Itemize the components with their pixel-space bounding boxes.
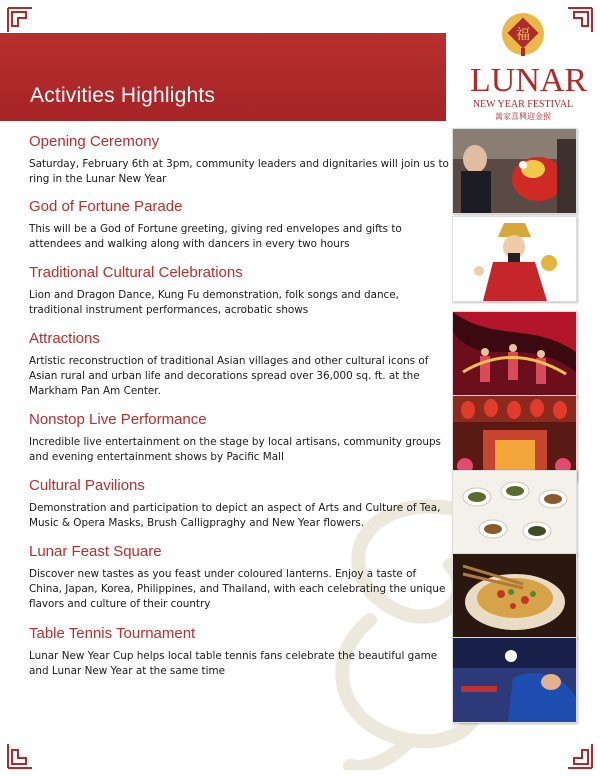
activity-title: Attractions [29,330,100,347]
activity-nonstop-live-performance [29,411,449,465]
lion-dance-ceremony-photo [452,128,577,214]
activity-description: Incredible live entertainment on the stage by local artisans, community groups and evening entertainment shows by Pacific Mall [29,436,441,463]
logo-chinese-tagline: 萬家喜興迎金猴 [495,112,551,121]
lantern-village-photo [452,395,577,481]
activity-title: Cultural Pavilions [29,477,145,494]
activity-description: Lunar New Year Cup helps local table tennis fans celebrate the beautiful game and Lunar New Year at the same time [29,650,438,677]
activity-traditional-cultural-celebrations [29,264,449,318]
activity-god-of-fortune-parade [29,198,449,252]
dance-performance-photo [452,311,577,397]
activity-description: This will be a God of Fortune greeting, giving red envelopes and gifts to attendees and walking along with dancers in every two hours [29,223,402,250]
activity-title: Lunar Feast Square [29,543,162,560]
festival-logo [470,12,588,121]
god-of-fortune-photo [452,216,577,302]
corner-ornament-top-left [6,6,34,34]
activity-description: Saturday, February 6th at 3pm, community leaders and dignitaries will join us to ring in the Lunar New Year [29,158,449,185]
activity-description: Discover new tastes as you feast under coloured lanterns. Enjoy a taste of China, Japan, Korea, Philippines, and Thailand, with each celebrating the unique flavors and culture of their country [29,568,446,610]
page-title: Activities Highlights [30,84,216,107]
logo-wordmark: LUNAR [470,62,588,99]
activity-description: Demonstration and participation to depict an aspect of Arts and Culture of Tea, Music & Opera Masks, Brush Calligpraghy and New Year flowers. [29,502,441,529]
activity-description: Lion and Dragon Dance, Kung Fu demonstration, folk songs and dance, traditional instrument performances, acrobatic shows [29,289,399,316]
activity-title: Nonstop Live Performance [29,411,207,428]
logo-subtitle: NEW YEAR FESTIVAL [472,99,574,110]
activity-title: God of Fortune Parade [29,198,183,215]
corner-ornament-bottom-left [6,742,34,770]
noodle-dish-photo [452,553,577,639]
tea-bowls-photo [452,470,577,556]
emblem-char: 福 [516,27,530,43]
activity-lunar-feast-square [29,543,449,612]
activity-title: Table Tennis Tournament [29,625,196,642]
activity-title: Opening Ceremony [29,133,160,150]
table-tennis-photo [452,637,577,723]
activity-description: Artistic reconstruction of traditional Asian villages and other cultural icons of Asian rural and urban life and decorations spread over 36,000 sq. ft. at the Markham Pan Am Center. [29,355,429,397]
activity-opening-ceremony [29,133,449,187]
activity-cultural-pavilions [29,477,449,531]
activity-table-tennis-tournament [29,625,449,679]
lantern-emblem-icon [501,12,545,56]
corner-ornament-bottom-right [566,742,594,770]
activity-attractions [29,330,449,399]
activity-title: Traditional Cultural Celebrations [29,264,243,281]
